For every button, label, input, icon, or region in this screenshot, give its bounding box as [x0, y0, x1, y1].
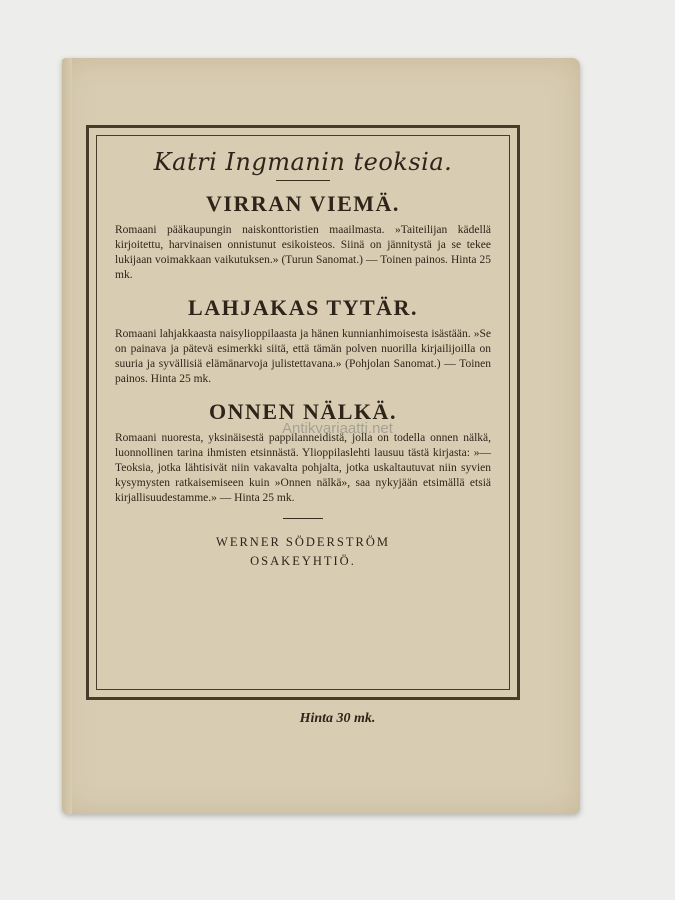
book-title-1: VIRRAN VIEMÄ.: [206, 191, 400, 216]
book-description-2: Romaani lahjakkaasta naisylioppilaasta ja hänen kunnianhimoisesta isästään. »Se on painava ja pätevä esimerkki siitä, että tämän polven nuorilla kirjailijoilla on suuria ja syvällisiä elämänarvoja julistettavana.» (Pohjolan Sanomat.) — Toinen painos. Hinta 25 mk.: [115, 328, 491, 385]
book-description-1: Romaani pääkaupungin naiskonttoristien maailmasta. »Taiteilijan kädellä kirjoitettu, harvinaisen onnistunut esikoisteos. Siinä on jännitystä ja se tekee lukijaan voimakkaan vaikutuksen.» (Turun Sanomat.) — Toinen painos. Hinta 25 mk.: [115, 224, 491, 281]
cover-frame: [86, 125, 520, 700]
publisher-rule: [283, 518, 323, 519]
cover-price: Hinta 30 mk.: [299, 711, 376, 726]
book-description-3: Romaani nuoresta, yksinäisestä pappilanneidistä, jolla on todella onnen nälkä, luonnollinen tarina ihmisten etsinnästä. Ylioppilaslehti lausuu tästä kirjasta: »— Teoksia, jotka lähtisivät niin vakavalta pohjalta, jotka uskaltautuvat niin syvien kysymysten ratkaisemiseen kuin »Onnen nälkä», saa nykyjään etsimällä etsiä kirjallisuudestamme.» — Hinta 25 mk.: [115, 432, 491, 504]
watermark-text: Antikvariaatti.net: [282, 420, 393, 437]
book-title-2: LAHJAKAS TYTÄR.: [188, 295, 418, 320]
publisher-name: [111, 533, 495, 571]
book-title-3: ONNEN NÄLKÄ.: [209, 399, 397, 424]
publisher-line-2: OSAKEYHTIÖ.: [250, 554, 356, 568]
cover-content: [111, 144, 495, 571]
series-heading: Katri Ingmanin teoksia.: [153, 148, 453, 176]
heading-rule: [276, 180, 330, 181]
publisher-line-1: WERNER SÖDERSTRÖM: [216, 535, 390, 549]
